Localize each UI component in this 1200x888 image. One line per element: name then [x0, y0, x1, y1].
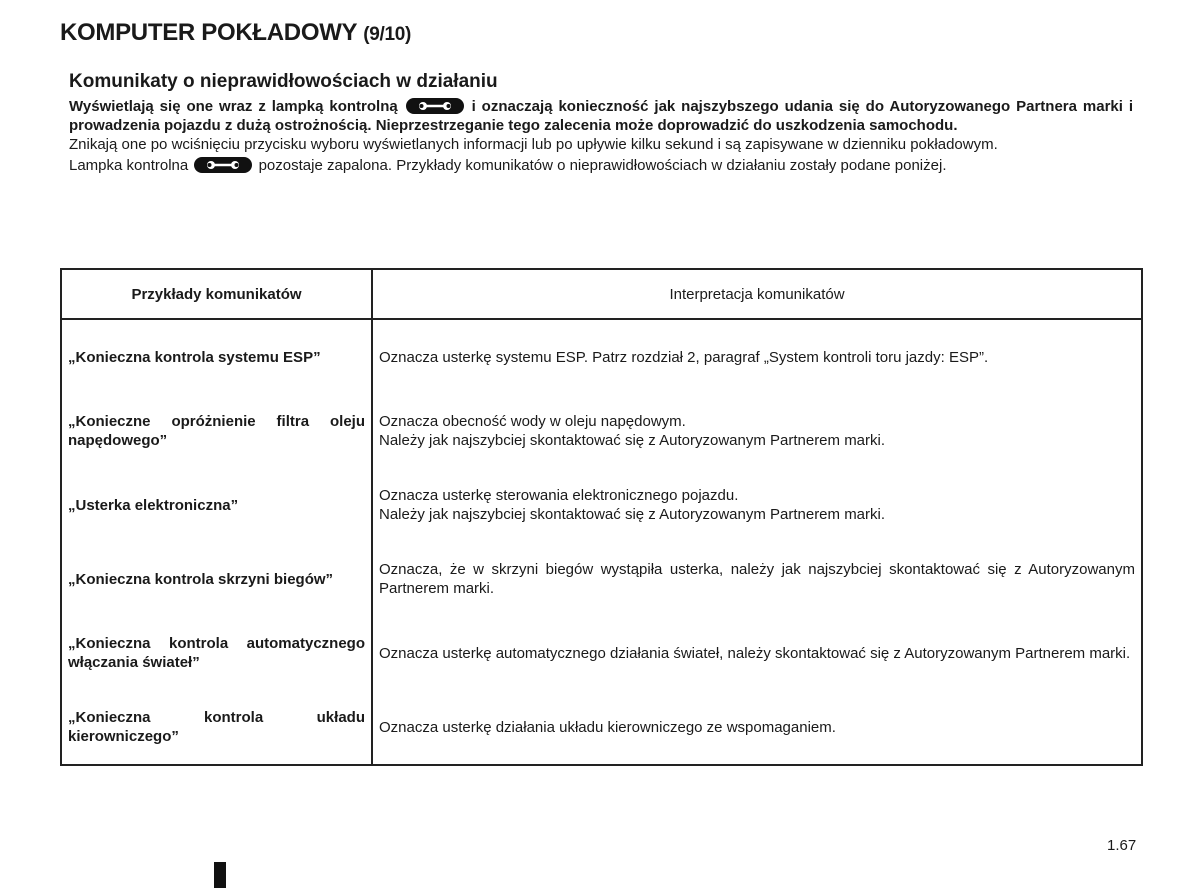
interpretation-cell — [372, 616, 1142, 690]
table-row — [61, 468, 1142, 542]
message-cell: „Konieczna kontrola systemu ESP” — [61, 319, 372, 394]
message-cell: „Konieczna kontrola skrzyni biegów” — [61, 542, 372, 616]
interpretation-line: Oznacza obecność wody w oleju napędowym. — [379, 413, 686, 430]
lamp-paragraph — [69, 156, 1133, 175]
interpretation-line: Oznacza usterkę sterowania elektronicznego pojazdu. — [379, 487, 739, 504]
page-number: 1.67 — [1107, 837, 1137, 854]
warning-text-start: Wyświetlają się one wraz z lampką kontrolną — [69, 98, 398, 115]
info-paragraph — [69, 135, 1133, 154]
message-cell: „Usterka elektroniczna” — [61, 468, 372, 542]
section-title: Komunikaty o nieprawidłowościach w działaniu — [69, 71, 498, 92]
messages-table — [60, 268, 1143, 766]
interpretation-line: Oznacza, że w skrzyni biegów wystąpiła usterka, należy jak najszybciej skontaktować się z Autoryzowanym Partnerem marki. — [379, 561, 1135, 597]
interpretation-line: Oznacza usterkę działania układu kierowniczego ze wspomaganiem. — [379, 718, 836, 736]
binding-mark — [214, 862, 226, 888]
warning-paragraph — [69, 97, 1133, 135]
interpretation-cell — [372, 319, 1142, 394]
wrench-icon — [194, 157, 252, 173]
table-row — [61, 542, 1142, 616]
interpretation-line: Należy jak najszybciej skontaktować się z Autoryzowanym Partnerem marki. — [379, 506, 886, 523]
page-title — [60, 19, 411, 47]
interpretation-cell — [372, 690, 1142, 765]
wrench-icon — [406, 98, 464, 114]
lamp-text-end: pozostaje zapalona. Przykłady komunikatów o nieprawidłowościach w działaniu zostały podane poniżej. — [258, 157, 947, 174]
message-cell: „Konieczne opróżnienie filtra oleju napędowego” — [61, 394, 372, 468]
info-text: Znikają one po wciśnięciu przycisku wyboru wyświetlanych informacji lub po upływie kilku sekund i są zapisywane w dzienniku pokładowym. — [69, 136, 998, 153]
interpretation-cell — [372, 394, 1142, 468]
table-header-row — [61, 269, 1142, 319]
interpretation-line: Oznacza usterkę automatycznego działania świateł, należy skontaktować się z Autoryzowanym Partnerem marki. — [379, 644, 1131, 662]
page-title-text: KOMPUTER POKŁADOWY — [60, 19, 357, 46]
page-title-part: (9/10) — [363, 24, 412, 45]
interpretation-line: Oznacza usterkę systemu ESP. Patrz rozdział 2, paragraf „System kontroli toru jazdy: ESP”. — [379, 348, 989, 366]
warning-text-end: i oznaczają konieczność jak najszybszego udania się do Autoryzowanego Partnera marki i prowadzenia pojazdu z dużą ostrożnością. Nieprzestrzeganie tego zalecenia może doprowadzić do uszkodzenia samochodu. — [69, 98, 1134, 134]
interpretation-line: Należy jak najszybciej skontaktować się z Autoryzowanym Partnerem marki. — [379, 432, 886, 449]
message-cell: „Konieczna kontrola automatycznego włączania świateł” — [61, 616, 372, 690]
intro-text — [69, 97, 1133, 175]
table-row — [61, 616, 1142, 690]
lamp-text-start: Lampka kontrolna — [69, 157, 189, 174]
interpretation-cell — [372, 468, 1142, 542]
column-header-examples: Przykłady komunikatów — [61, 269, 372, 319]
message-cell: „Konieczna kontrola układu kierowniczego” — [61, 690, 372, 765]
column-header-interpretation: Interpretacja komunikatów — [372, 269, 1142, 319]
interpretation-cell — [372, 542, 1142, 616]
table-row — [61, 394, 1142, 468]
table-row — [61, 319, 1142, 394]
table-row — [61, 690, 1142, 765]
